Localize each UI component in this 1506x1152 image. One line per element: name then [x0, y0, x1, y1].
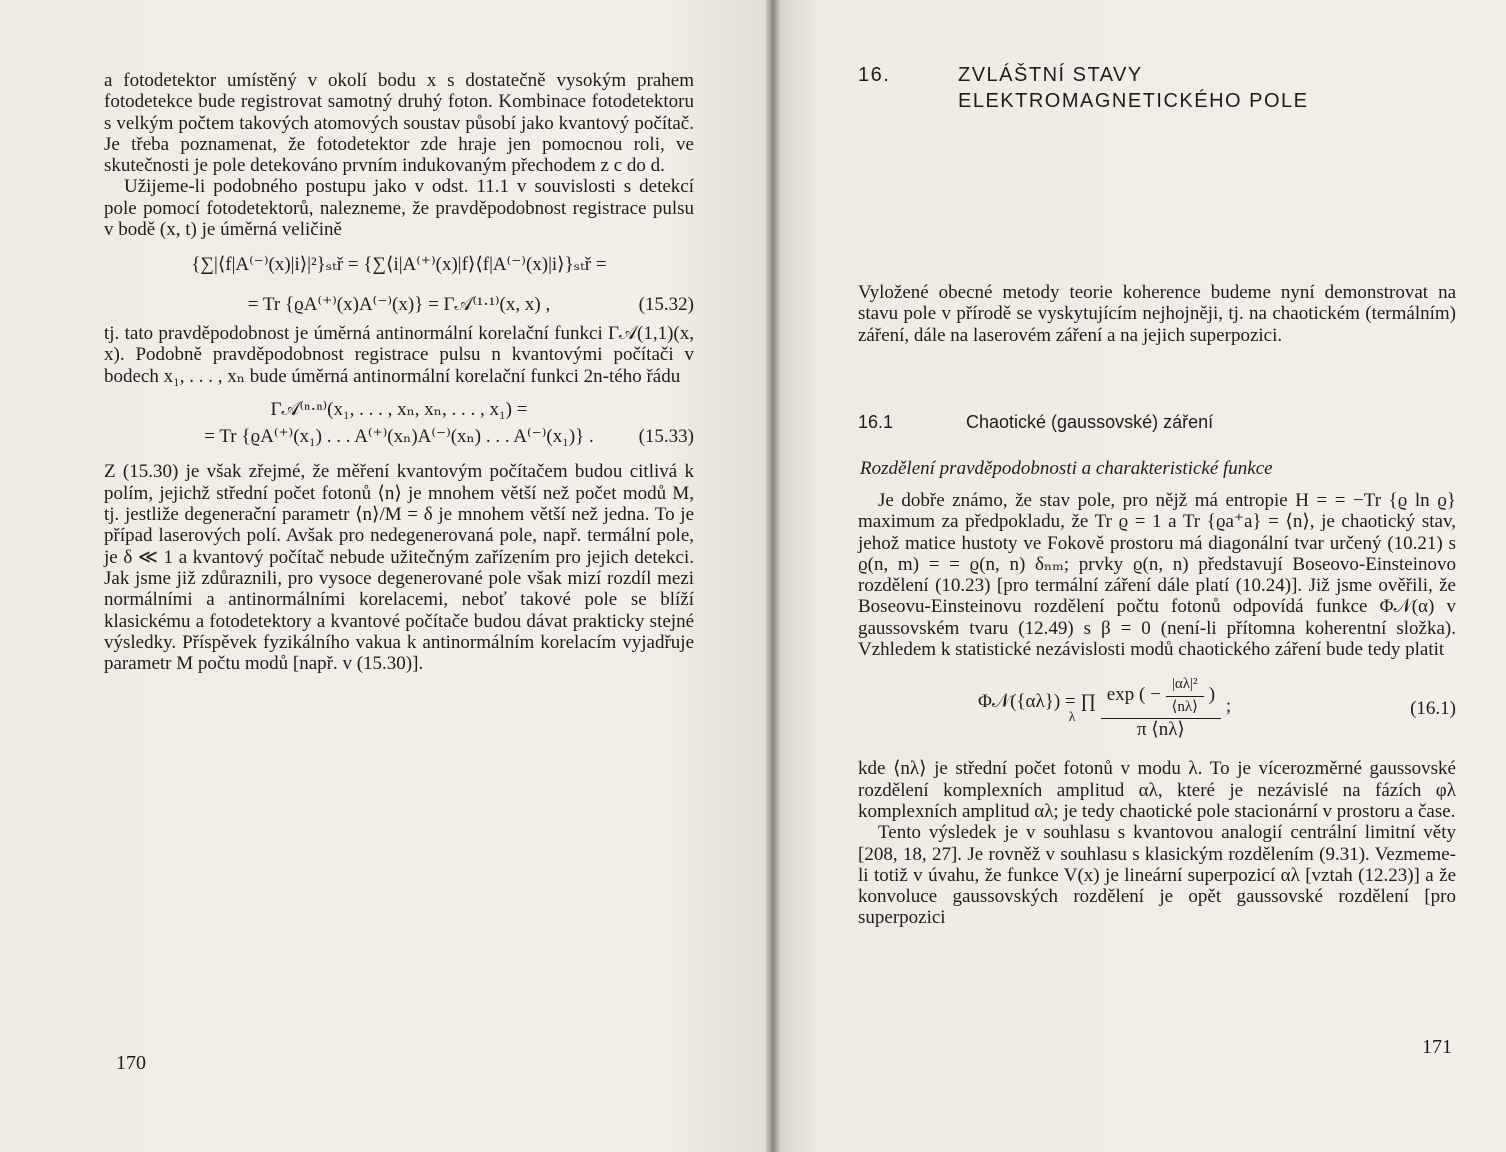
chapter-number: 16.: [858, 64, 891, 86]
equation-15-32-number: (15.32): [638, 293, 694, 315]
left-paragraph-3: tj. tato pravděpodobnost je úměrná antinormální korelační funkci Γ𝒜(1,1)(x, x). Podobně pravděpodobnost registrace pulsu n kvantovými počítači v bodech x₁, . . . , xₙ bude úměrná antinormální korelační funkci 2n-tého řádu: [104, 322, 694, 387]
equation-15-32-line2: = Tr {ϱA⁽⁺⁾(x)A⁽⁻⁾(x)} = Γ𝒜⁽¹·¹⁾(x, x) ,: [247, 293, 551, 315]
right-page-body: [858, 490, 1456, 929]
book-gutter: [766, 0, 780, 1152]
left-paragraph-1: a fotodetektor umístěný v okolí bodu x s dostatečně vysokým prahem fotodetekce bude registrovat samotný druhý foton. Kombinace fotodetektoru s velkým počtem takových atomových soustav působí jako kvantový počítač. Je třeba poznamenat, že fotodetektor zde hraje jen pomocnou roli, ve skutečnosti je pole detekováno prvním indukovaným přechodem z c do d.: [104, 70, 694, 177]
right-paragraph-1: Je dobře známo, že stav pole, pro nějž má entropie H = = −Tr {ϱ ln ϱ} maximum za předpokladu, že Tr ϱ = 1 a Tr {ϱa⁺a} = ⟨n⟩, je chaotický stav, jehož matice hustoty ve Fokově prostoru má diagonální tvar určený (10.21) s ϱ(n, m) = = ϱ(n, n) δₙₘ; prvky ϱ(n, n) představují Boseovo-Einsteinovo rozdělení (10.23) [pro termální záření dále platí (10.24)]. Již jsme ověřili, že Boseovu-Einsteinovu rozdělení počtu fotonů odpovídá funkce Φ𝒩(α) v gaussovském tvaru (12.49) s β = 0 (není-li přítomna koherentní složka). Vzhledem k statistické nezávislosti modů chaotického záření bude tedy platit: [858, 490, 1456, 661]
equation-16-1-close-paren: ): [1208, 684, 1216, 706]
left-page-text: [104, 70, 694, 674]
equation-16-1-inner-numerator: |αλ|²: [1166, 674, 1204, 696]
subsection-title: Rozdělení pravděpodobnosti a charakteristické funkce: [860, 458, 1273, 479]
intro-paragraph: Vyložené obecné metody teorie koherence budeme nyní demonstrovat na stavu pole v přírodě se vyskytujícím nejhojněji, tj. na chaotickém (termálním) záření, dále na laserovém záření a na jejich superpozici.: [858, 282, 1456, 346]
left-paragraph-4: Z (15.30) je však zřejmé, že měření kvantovým počítačem budou citlivá k polím, jejichž střední počet fotonů ⟨n⟩ je mnohem větší než počet modů M, tj. jestliže degenerační parametr ⟨n⟩/M = δ je mnohem větší než jedna. To je případ laserových polí. Avšak pro nedegenerovaná pole, např. termální pole, je δ ≪ 1 a kvantový počítač nebude užitečným zařízením pro jejich detekci. Jak jsme již zdůraznili, pro vysoce degenerované pole však mizí rozdíl mezi normálními a antinormálními korelacemi, neboť takové pole se blíží klasickému a fotodetektory a kvantové počítače budou dávat prakticky stejné výsledky. Příspěvek fyzikálního vakua k antinormálním korelacím vyjadřuje parametr M počtu modů [např. v (15.30)].: [104, 461, 694, 675]
right-page-number: 171: [1422, 1036, 1452, 1058]
chapter-title-line2: ELEKTROMAGNETICKÉHO POLE: [958, 90, 1309, 112]
equation-15-32: [104, 254, 694, 315]
equation-15-32-line1: {∑|⟨f|A⁽⁻⁾(x)|i⟩|²}ₛₜř = {∑⟨i|A⁽⁺⁾(x)|f⟩⟨f|A⁽⁻⁾(x)|i⟩}ₛₜř =: [191, 254, 607, 276]
equation-15-33-line1: Γ𝒜⁽ⁿ·ⁿ⁾(x₁, . . . , xₙ, xₙ, . . . , x₁) =: [270, 398, 528, 420]
equation-16-1-lhs: Φ𝒩({αλ}) = ∏: [978, 690, 1097, 712]
equation-15-33-number: (15.33): [638, 426, 694, 448]
equation-16-1-semicolon: ;: [1225, 695, 1232, 717]
equation-16-1: [858, 674, 1456, 748]
equation-16-1-exp: exp ( −: [1106, 684, 1161, 706]
equation-15-33: [104, 399, 694, 448]
left-page-number: 170: [116, 1052, 146, 1074]
right-paragraph-2: kde ⟨nλ⟩ je střední počet fotonů v modu λ. To je vícerozměrné gaussovské rozdělení komplexních amplitud αλ, které je nezávislé na fázích φλ komplexních amplitud αλ; je tedy chaotické pole stacionární v prostoru a čase.: [858, 758, 1456, 822]
equation-16-1-number: (16.1): [1410, 698, 1456, 720]
right-paragraph-3: Tento výsledek je v souhlasu s kvantovou analogií centrální limitní věty [208, 18, 27]. Je rovněž v souhlasu s klasickým rozdělením (9.31). Vezmeme-li totiž v úvahu, že funkce V(x) je lineární superpozicí αλ [vztah (12.23)] a že konvoluce gaussovských rozdělení je opět gaussovské rozdělení [pro superpozici: [858, 822, 1456, 929]
equation-15-33-line2: = Tr {ϱA⁽⁺⁾(x₁) . . . A⁽⁺⁾(xₙ)A⁽⁻⁾(xₙ) . . . A⁽⁻⁾(x₁)} .: [204, 426, 594, 448]
equation-16-1-inner-denominator: ⟨nλ⟩: [1171, 698, 1198, 715]
right-intro: [858, 282, 1456, 346]
section-number: 16.1: [858, 412, 894, 432]
equation-16-1-product-index: λ: [1068, 709, 1076, 725]
left-paragraph-2: Užijeme-li podobného postupu jako v odst. 11.1 v souvislosti s detekcí pole pomocí fotodetektorů, nalezneme, že pravděpodobnost registrace pulsu v bodě (x, t) je úměrná veličině: [104, 176, 694, 241]
chapter-title-line1: ZVLÁŠTNÍ STAVY: [958, 64, 1143, 86]
section-title: Chaotické (gaussovské) záření: [966, 412, 1214, 432]
equation-16-1-denominator: π ⟨nλ⟩: [1136, 718, 1185, 740]
